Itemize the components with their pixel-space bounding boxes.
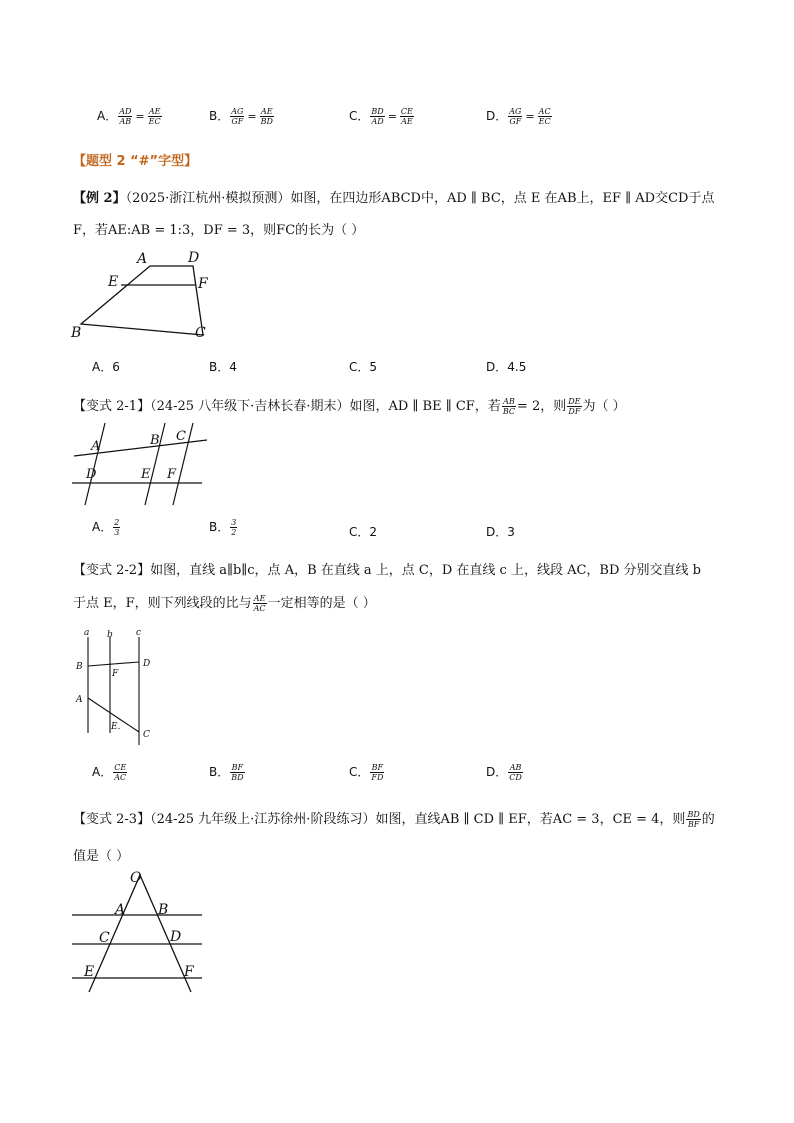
variant-2-3-line-2: 值是（ ） bbox=[73, 849, 130, 864]
example-2-text: （2025·浙江杭州·模拟预测）如图，在四边形ABCD中，AD ∥ BC，点 E 在AB上，EF ∥ AD交CD于点 bbox=[125, 191, 715, 206]
parallel-line-ad bbox=[85, 423, 105, 505]
variant-2-2-option-c[interactable]: C． $\frac{BF}{FD}$ bbox=[349, 763, 384, 782]
point-a-label: A bbox=[76, 695, 83, 705]
point-f-label: F bbox=[112, 669, 119, 679]
variant-2-1-option-d[interactable]: D．3 bbox=[486, 525, 515, 539]
example-2-line-2: F，若AE:AB = 1:3，DF = 3，则FC的长为（ ） bbox=[73, 223, 365, 238]
point-a-label: A bbox=[137, 251, 148, 267]
variant-2-2-line-2: 于点 E，F，则下列线段的比与 $\frac{AE}{AC}$ 一定相等的是（ ） bbox=[73, 594, 376, 613]
trapezoid-abcd bbox=[81, 266, 203, 335]
variant-2-2-line-1: 【变式 2-2】如图，直线 a∥b∥c，点 A，B 在直线 a 上，点 C，D 在直线 c 上，线段 AC，BD 分别交直线 b bbox=[73, 563, 701, 578]
variant-2-2-option-d[interactable]: D． $\frac{AB}{CD}$ bbox=[486, 763, 522, 782]
variant-2-3-line-1: 【变式 2-3】（24-25 九年级上·江苏徐州·阶段练习）如图，直线AB ∥ CD ∥ EF，若AC = 3，CE = 4，则 $\frac{BD}{BF}$ 的 bbox=[73, 810, 715, 829]
point-d-label: D bbox=[170, 929, 182, 945]
example-2-label: 【例 2】 bbox=[73, 191, 126, 206]
variant-2-3-figure bbox=[70, 868, 210, 996]
variant-2-2-figure bbox=[72, 625, 162, 745]
section-heading: 【题型 2 “#”字型】 bbox=[73, 154, 198, 169]
point-e-label: E bbox=[84, 964, 95, 980]
example-2-option-c[interactable]: C．5 bbox=[349, 360, 378, 374]
point-e-label: E. bbox=[111, 722, 121, 732]
variant-2-1-figure bbox=[70, 420, 215, 510]
point-a-label: A bbox=[115, 902, 126, 918]
variant-2-1-line: 【变式 2-1】（24-25 八年级下·吉林长春·期末）如图，AD ∥ BE ∥ CF，若 $\frac{AB}{BC}$ = 2，则 $\frac{DE}{DF}$ 为（ ） bbox=[73, 397, 626, 416]
point-e-label: E bbox=[108, 274, 119, 290]
variant-2-1-option-a[interactable]: A． $\frac{2}{3}$ bbox=[92, 518, 120, 537]
variant-2-2-option-a[interactable]: A． $\frac{CE}{AC}$ bbox=[92, 763, 127, 782]
point-e-label: E bbox=[141, 467, 151, 482]
ray-oe bbox=[89, 875, 140, 992]
line-c-label: c bbox=[136, 628, 142, 638]
point-c-label: C bbox=[176, 429, 186, 444]
point-a-label: A bbox=[91, 439, 101, 454]
example-2-option-a[interactable]: A．6 bbox=[92, 360, 120, 374]
example-2-line-1 bbox=[73, 187, 714, 206]
variant-2-1-option-c[interactable]: C．2 bbox=[349, 525, 378, 539]
point-b-label: B bbox=[150, 433, 160, 448]
point-b-label: B bbox=[76, 662, 83, 672]
point-f-label: F bbox=[184, 964, 194, 980]
q0-option-d[interactable]: D． $\frac{AG}{GF}$ = $\frac{AC}{EC}$ bbox=[486, 107, 551, 126]
q0-option-b[interactable]: B． $\frac{AG}{GF}$ = $\frac{AE}{BD}$ bbox=[209, 107, 273, 126]
variant-2-2-option-b[interactable]: B． $\frac{BF}{BD}$ bbox=[209, 763, 244, 782]
point-f-label: F bbox=[198, 276, 208, 292]
point-d-label: D bbox=[143, 659, 151, 669]
segment-bd bbox=[88, 662, 139, 666]
example-2-option-b[interactable]: B．4 bbox=[209, 360, 237, 374]
point-f-label: F bbox=[167, 467, 177, 482]
point-b-label: B bbox=[71, 325, 82, 341]
point-b-label: B bbox=[158, 902, 169, 918]
line-b-label: b bbox=[107, 630, 113, 640]
point-c-label: C bbox=[195, 325, 206, 341]
q0-option-c[interactable]: C． $\frac{BD}{AD}$ = $\frac{CE}{AE}$ bbox=[349, 107, 413, 126]
point-c-label: C bbox=[99, 930, 110, 946]
point-c-label: C bbox=[143, 730, 150, 740]
example-2-option-d[interactable]: D．4.5 bbox=[486, 360, 527, 374]
example-2-figure bbox=[68, 248, 218, 343]
point-o-label: O bbox=[130, 870, 142, 886]
line-a-label: a bbox=[84, 628, 90, 638]
point-d-label: D bbox=[188, 250, 200, 266]
variant-2-1-option-b[interactable]: B． $\frac{3}{2}$ bbox=[209, 518, 237, 537]
point-d-label: D bbox=[86, 467, 97, 482]
q0-option-a[interactable]: A． $\frac{AD}{AB}$ = $\frac{AE}{EC}$ bbox=[97, 107, 161, 126]
